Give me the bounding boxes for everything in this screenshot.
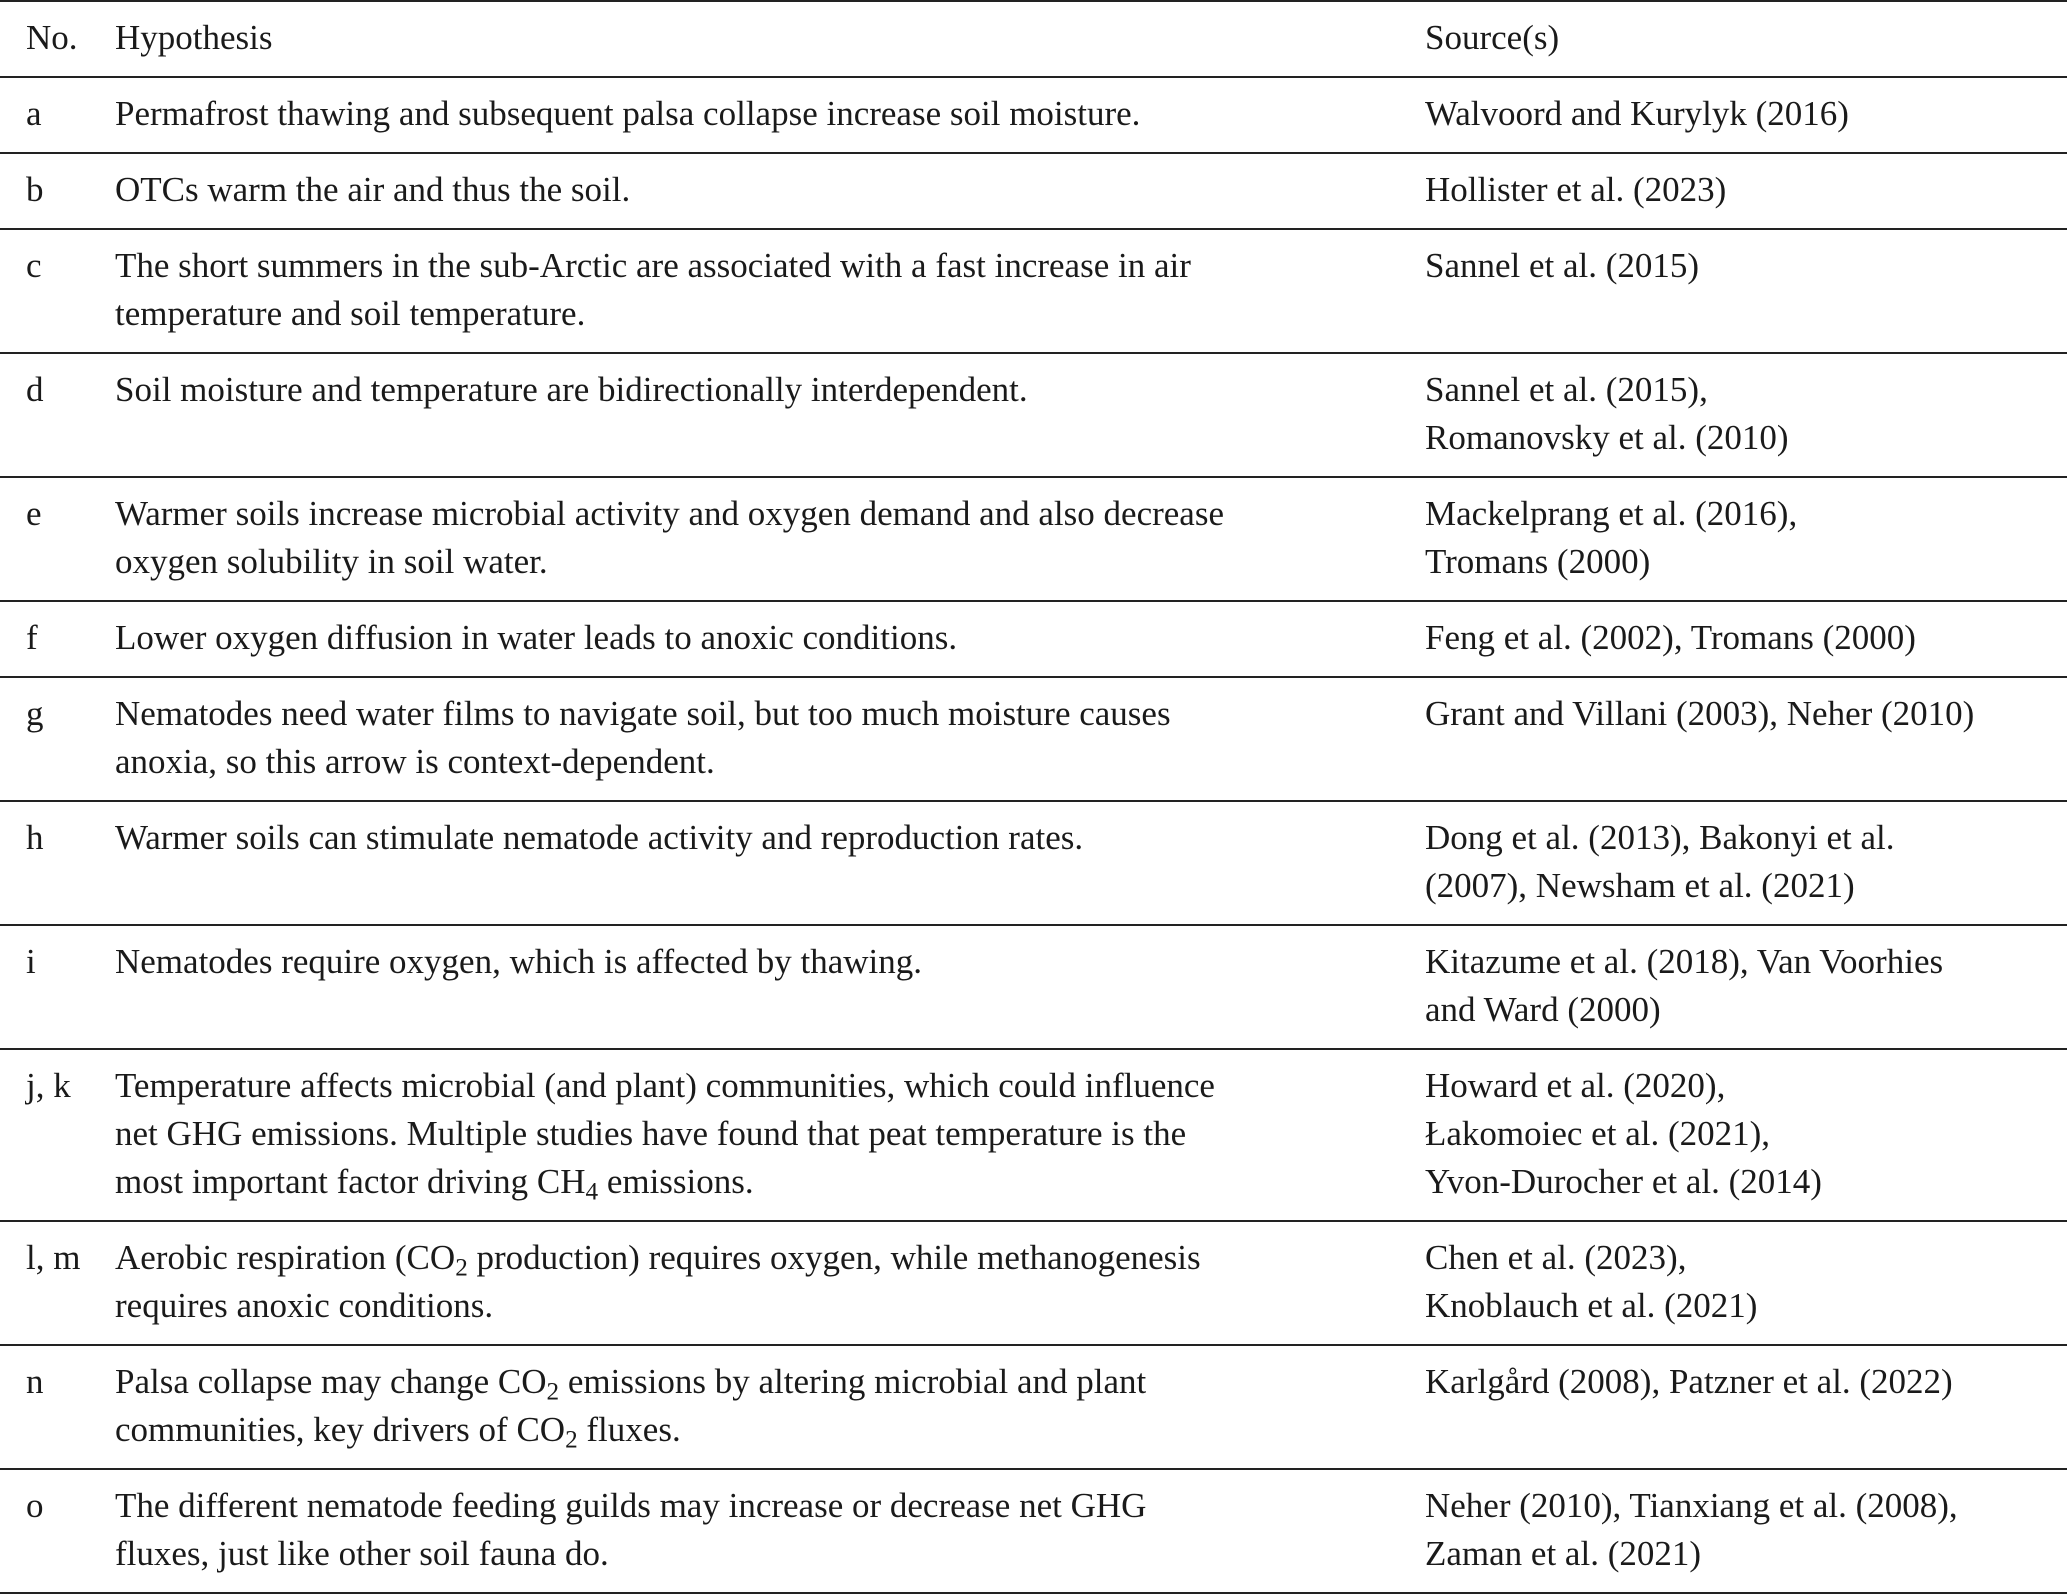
header-hypothesis: Hypothesis	[115, 1, 1425, 77]
source-line: Feng et al. (2002), Tromans (2000)	[1425, 618, 1916, 657]
hypothesis-cell	[115, 801, 1425, 925]
source-line: Kitazume et al. (2018), Van Voorhies	[1425, 942, 1944, 981]
row-number: j, k	[0, 1049, 115, 1221]
sources-cell	[1425, 477, 2067, 601]
table-row	[0, 925, 2067, 1049]
table-row	[0, 677, 2067, 801]
hypothesis-line: Lower oxygen diffusion in water leads to anoxic conditions.	[115, 618, 958, 657]
sources-cell	[1425, 1469, 2067, 1593]
row-number: d	[0, 353, 115, 477]
hypothesis-cell	[115, 1469, 1425, 1593]
source-line: (2007), Newsham et al. (2021)	[1425, 866, 1855, 905]
row-number: c	[0, 229, 115, 353]
source-line: Knoblauch et al. (2021)	[1425, 1286, 1758, 1325]
hypothesis-line: requires anoxic conditions.	[115, 1286, 494, 1325]
source-line: Sannel et al. (2015),	[1425, 370, 1708, 409]
hypothesis-cell	[115, 353, 1425, 477]
row-number: o	[0, 1469, 115, 1593]
hypothesis-line: Nematodes need water films to navigate soil, but too much moisture causes	[115, 694, 1171, 733]
header-no: No.	[0, 1, 115, 77]
hypothesis-line: Permafrost thawing and subsequent palsa collapse increase soil moisture.	[115, 94, 1141, 133]
row-number: f	[0, 601, 115, 677]
table-row	[0, 353, 2067, 477]
row-number: l, m	[0, 1221, 115, 1345]
sources-cell	[1425, 925, 2067, 1049]
source-line: Walvoord and Kurylyk (2016)	[1425, 94, 1849, 133]
hypothesis-line: Palsa collapse may change $CO_2$ emissions by altering microbial and plant	[115, 1362, 1147, 1406]
table-header	[0, 1, 2067, 77]
source-line: Neher (2010), Tianxiang et al. (2008),	[1425, 1486, 1958, 1525]
row-number: e	[0, 477, 115, 601]
row-number: i	[0, 925, 115, 1049]
hypothesis-line: communities, key drivers of $CO_2$ fluxes.	[115, 1410, 681, 1454]
table-row	[0, 477, 2067, 601]
source-line: Grant and Villani (2003), Neher (2010)	[1425, 694, 1975, 733]
hypothesis-line: Aerobic respiration ($CO_2$ production) requires oxygen, while methanogenesis	[115, 1238, 1201, 1282]
table-row	[0, 1469, 2067, 1593]
row-number: b	[0, 153, 115, 229]
table-row	[0, 1049, 2067, 1221]
sources-cell	[1425, 353, 2067, 477]
hypothesis-line: fluxes, just like other soil fauna do.	[115, 1534, 609, 1573]
sources-cell	[1425, 1345, 2067, 1469]
table-row	[0, 801, 2067, 925]
hypothesis-cell	[115, 477, 1425, 601]
sources-cell	[1425, 153, 2067, 229]
sources-cell	[1425, 1049, 2067, 1221]
sources-cell	[1425, 1221, 2067, 1345]
hypothesis-line: oxygen solubility in soil water.	[115, 542, 548, 581]
sources-cell	[1425, 229, 2067, 353]
source-line: Hollister et al. (2023)	[1425, 170, 1727, 209]
hypothesis-cell	[115, 1049, 1425, 1221]
hypothesis-line: Temperature affects microbial (and plant) communities, which could influence	[115, 1066, 1215, 1105]
hypothesis-cell	[115, 677, 1425, 801]
header-row	[0, 1, 2067, 77]
sources-cell	[1425, 801, 2067, 925]
hypothesis-cell	[115, 229, 1425, 353]
source-line: and Ward (2000)	[1425, 990, 1661, 1029]
hypothesis-cell	[115, 1345, 1425, 1469]
row-number: n	[0, 1345, 115, 1469]
row-number: a	[0, 77, 115, 153]
header-sources: Source(s)	[1425, 1, 2067, 77]
row-number: h	[0, 801, 115, 925]
hypothesis-line: Warmer soils can stimulate nematode activity and reproduction rates.	[115, 818, 1084, 857]
source-line: Mackelprang et al. (2016),	[1425, 494, 1798, 533]
hypothesis-cell	[115, 77, 1425, 153]
source-line: Howard et al. (2020),	[1425, 1066, 1726, 1105]
hypothesis-line: Nematodes require oxygen, which is affected by thawing.	[115, 942, 923, 981]
source-line: Sannel et al. (2015)	[1425, 246, 1700, 285]
source-line: Chen et al. (2023),	[1425, 1238, 1687, 1277]
source-line: Karlgård (2008), Patzner et al. (2022)	[1425, 1362, 1953, 1401]
hypothesis-line: The short summers in the sub-Arctic are associated with a fast increase in air	[115, 246, 1191, 285]
source-line: Yvon-Durocher et al. (2014)	[1425, 1162, 1822, 1201]
table-row	[0, 1221, 2067, 1345]
hypothesis-line: Soil moisture and temperature are bidirectionally interdependent.	[115, 370, 1028, 409]
hypothesis-cell	[115, 1221, 1425, 1345]
table-row	[0, 77, 2067, 153]
table-row	[0, 229, 2067, 353]
source-line: Zaman et al. (2021)	[1425, 1534, 1702, 1573]
hypothesis-cell	[115, 925, 1425, 1049]
table-row	[0, 1345, 2067, 1469]
source-line: Tromans (2000)	[1425, 542, 1651, 581]
sources-cell	[1425, 77, 2067, 153]
table-body	[0, 77, 2067, 1593]
source-line: Romanovsky et al. (2010)	[1425, 418, 1789, 457]
source-line: Łakomoiec et al. (2021),	[1425, 1114, 1771, 1153]
hypothesis-cell	[115, 601, 1425, 677]
hypothesis-line: most important factor driving $CH_4$ emissions.	[115, 1162, 754, 1206]
hypothesis-line: Warmer soils increase microbial activity and oxygen demand and also decrease	[115, 494, 1224, 533]
hypothesis-cell	[115, 153, 1425, 229]
hypothesis-line: OTCs warm the air and thus the soil.	[115, 170, 631, 209]
row-number: g	[0, 677, 115, 801]
table-row	[0, 153, 2067, 229]
sources-cell	[1425, 677, 2067, 801]
hypothesis-line: temperature and soil temperature.	[115, 294, 586, 333]
source-line: Dong et al. (2013), Bakonyi et al.	[1425, 818, 1895, 857]
hypothesis-line: anoxia, so this arrow is context-dependent.	[115, 742, 715, 781]
hypothesis-line: The different nematode feeding guilds may increase or decrease net GHG	[115, 1486, 1147, 1525]
table-row	[0, 601, 2067, 677]
sources-cell	[1425, 601, 2067, 677]
hypothesis-line: net GHG emissions. Multiple studies have found that peat temperature is the	[115, 1114, 1187, 1153]
